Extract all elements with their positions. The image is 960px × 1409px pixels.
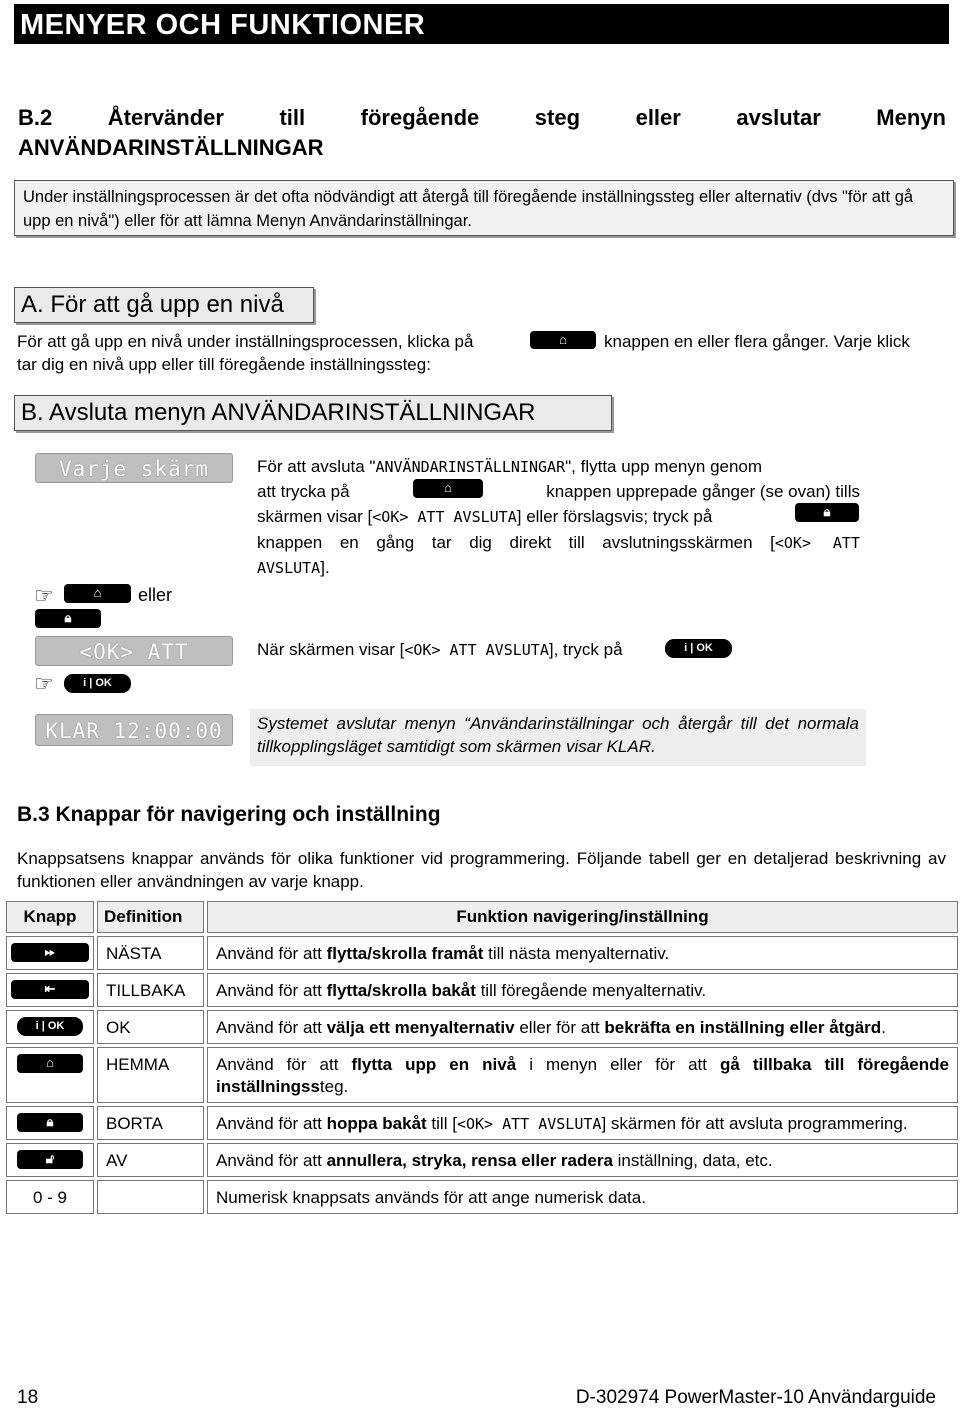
lcd-screen: <OK> ATT (35, 636, 233, 666)
text: skärmen visar [ (257, 507, 373, 526)
section-a-text-after: knappen en eller flera gånger. Varje klick (604, 332, 910, 351)
page-number: 18 (17, 1387, 39, 1408)
column-header: Knapp (6, 901, 94, 933)
section-b-paragraph-line (257, 504, 797, 530)
text: inställning, data, etc. (612, 1151, 773, 1170)
mono-text: <OK> ATT AVSLUTA (372, 508, 517, 526)
text: ] skärmen för att avsluta programmering. (601, 1114, 908, 1133)
table-row (6, 1106, 958, 1140)
info-ok-key-icon: i | OK (665, 639, 732, 658)
text: ]. (320, 558, 330, 577)
definition-cell: NÄSTA (97, 936, 204, 970)
text: När skärmen visar [ (257, 640, 405, 659)
intro-box: Under inställningsprocessen är det ofta nödvändigt att återgå till föregående inställningssteg eller alternativ (dvs "för att gå upp en nivå") eller för att lämna Menyn Användarinställningar. (14, 180, 954, 236)
heading-word: föregående (360, 105, 480, 130)
column-header: Definition (97, 901, 204, 933)
function-cell (207, 936, 958, 970)
bold-text: flytta/skrolla bakåt (326, 981, 476, 1000)
text: Använd för att (216, 944, 327, 963)
bold-text: flytta upp en nivå (351, 1055, 517, 1074)
heading-word: avslutar (736, 105, 821, 130)
text: Använd för att (216, 1151, 327, 1170)
text: ] eller förslagsvis; tryck på (516, 507, 713, 526)
unlock-icon: 🔓︎ (17, 1150, 83, 1169)
keys-table (3, 898, 960, 1217)
text: knappen upprepade gånger (se ovan) tills (546, 482, 860, 501)
lock-key-icon: 🔒︎ (35, 609, 101, 628)
section-b-paragraph-line (257, 479, 860, 504)
section-b-paragraph-2 (257, 637, 677, 663)
pointing-hand-icon: ☞ (34, 583, 54, 608)
function-cell (207, 1143, 958, 1177)
column-header: Funktion navigering/inställning (207, 901, 958, 933)
heading-word: Återvänder (107, 105, 224, 130)
mono-text: <OK> ATT AVSLUTA (456, 1115, 602, 1133)
definition-cell: OK (97, 1010, 204, 1044)
home-icon: ⌂ (17, 1054, 83, 1073)
text: knappen en gång tar dig direkt till avslutningsskärmen [ (257, 533, 775, 552)
heading-word: steg (534, 105, 581, 130)
key-cell (6, 973, 94, 1007)
text: till nästa menyalternativ. (483, 944, 670, 963)
table-row (6, 973, 958, 1007)
heading-word: eller (635, 105, 681, 130)
text: Använd för att (216, 1055, 352, 1074)
key-cell (6, 1106, 94, 1140)
key-cell: 0 - 9 (6, 1180, 94, 1214)
function-cell (207, 1047, 958, 1103)
home-key-icon: ⌂ (530, 331, 596, 349)
info-ok-icon: i | OK (17, 1017, 83, 1036)
text: ], tryck på (548, 640, 623, 659)
bold-text: bekräfta en inställning eller åtgärd (604, 1018, 882, 1037)
section-b-paragraph-line (257, 530, 860, 556)
table-header-row (6, 901, 958, 933)
function-cell (207, 1010, 958, 1044)
section-a-text-before: För att gå upp en nivå under inställningsprocessen, klicka på (17, 332, 474, 351)
info-ok-key-icon: i | OK (64, 674, 131, 693)
text: till föregående menyalternativ. (475, 981, 707, 1000)
eller-label: eller (138, 585, 173, 605)
document-title: D-302974 PowerMaster-10 Användarguide (575, 1387, 936, 1408)
text: teg. (319, 1077, 349, 1096)
home-key-icon: ⌂ (64, 584, 131, 603)
heading-word: Menyn (876, 105, 946, 130)
text: eller för att (514, 1018, 605, 1037)
section-a-heading: A. För att gå upp en nivå (14, 287, 314, 323)
bold-text: välja ett menyalternativ (326, 1018, 515, 1037)
forward-icon: ⏩︎ (11, 943, 89, 962)
text: Använd för att (216, 981, 327, 1000)
heading-word: till (279, 105, 306, 130)
bold-text: hoppa bakåt (326, 1114, 427, 1133)
home-key-icon: ⌂ (413, 479, 483, 498)
text: till [ (426, 1114, 457, 1133)
key-cell (6, 1010, 94, 1044)
mono-text: <OK> ATT AVSLUTA (404, 641, 549, 659)
text: Använd för att (216, 1114, 327, 1133)
text: För att avsluta " (257, 457, 376, 476)
section-b-heading: B. Avsluta menyn ANVÄNDARINSTÄLLNINGAR (14, 395, 612, 431)
key-cell (6, 1143, 94, 1177)
lock-key-icon: 🔒︎ (795, 503, 859, 522)
table-row (6, 1180, 958, 1214)
table-row (6, 1047, 958, 1103)
lcd-screen: KLAR 12:00:00 (35, 714, 233, 746)
pointing-hand-icon: ☞ (34, 671, 54, 696)
note-box: Systemet avslutar menyn “Användarinställningar och återgår till det normala tillkopplingsläget samtidigt som skärmen visar KLAR. (250, 709, 866, 766)
text: ", flytta upp menyn genom (565, 457, 763, 476)
definition-cell: TILLBAKA (97, 973, 204, 1007)
section-b3-intro: Knappsatsens knappar används för olika funktioner vid programmering. Följande tabell ger en detaljerad beskrivning av funktionen eller användningen av varje knapp. (17, 849, 946, 891)
section-a-text-line2: tar dig en nivå upp eller till föregående inställningssteg: (17, 355, 431, 374)
function-cell: Numerisk knappsats används för att ange numerisk data. (207, 1180, 958, 1214)
definition-cell: HEMMA (97, 1047, 204, 1103)
table-row (6, 1143, 958, 1177)
function-cell (207, 1106, 958, 1140)
heading-line2: ANVÄNDARINSTÄLLNINGAR (18, 135, 324, 160)
text: . (881, 1018, 886, 1037)
key-cell (6, 936, 94, 970)
definition-cell (97, 1180, 204, 1214)
section-b-paragraph (257, 454, 860, 480)
function-cell (207, 973, 958, 1007)
mono-text: AVSLUTA (257, 559, 321, 577)
section-b3-heading: B.3 Knappar för navigering och inställning (17, 803, 441, 826)
mono-text: <OK> ATT (774, 534, 860, 552)
lcd-screen: Varje skärm (35, 453, 233, 483)
section-b-paragraph-line (257, 555, 657, 581)
bold-text: flytta/skrolla framåt (326, 944, 484, 963)
page-banner: MENYER OCH FUNKTIONER (14, 4, 949, 44)
definition-cell: AV (97, 1143, 204, 1177)
text: Använd för att (216, 1018, 327, 1037)
lock-icon: 🔒︎ (17, 1113, 83, 1132)
text: att trycka på (257, 482, 350, 501)
heading-word: B.2 (18, 105, 53, 130)
key-cell (6, 1047, 94, 1103)
table-row (6, 1010, 958, 1044)
bold-text: gå tillbaka till föregående inställningss (216, 1055, 949, 1096)
back-icon: ⇤ (11, 980, 89, 999)
table-row (6, 936, 958, 970)
definition-cell: BORTA (97, 1106, 204, 1140)
mono-text: ANVÄNDARINSTÄLLNINGAR (375, 458, 566, 476)
text: i menyn eller för att (516, 1055, 721, 1074)
section-b2-heading (18, 103, 946, 163)
bold-text: annullera, stryka, rensa eller radera (326, 1151, 613, 1170)
